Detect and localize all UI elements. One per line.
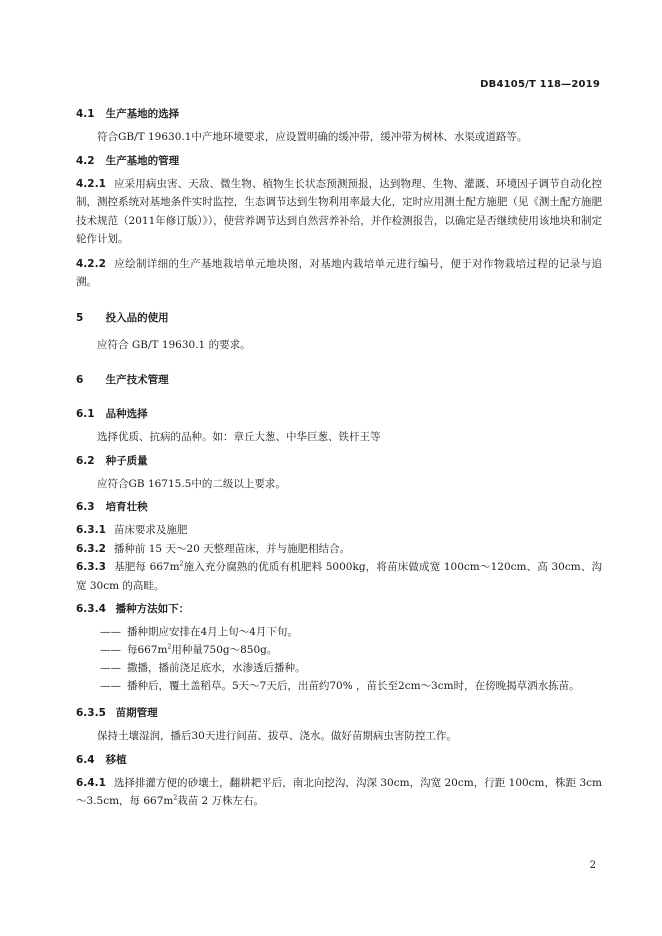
- superscript: 2: [173, 794, 178, 802]
- clause-text: 苗床要求及施肥: [113, 524, 188, 536]
- section-number: 6.3.5: [76, 707, 106, 719]
- document-code: DB4105/T 118—2019: [480, 79, 600, 90]
- section-4-2-1: [76, 175, 602, 249]
- list-item: [76, 659, 602, 677]
- list-item-text: 撒播，播前浇足底水，水渗透后播种。: [127, 662, 306, 674]
- section-6-4-heading: [76, 752, 602, 768]
- section-6-4-1: [76, 774, 602, 811]
- page-number: 2: [589, 860, 596, 871]
- section-4-1-heading: [76, 106, 602, 122]
- dash-mark: ——: [100, 680, 121, 692]
- section-title: 投入品的使用: [105, 311, 169, 324]
- section-number: 4.1: [76, 108, 95, 120]
- section-6-2-heading: [76, 453, 602, 469]
- section-6-3-3: [76, 558, 602, 595]
- section-4-1-text: 符合GB/T 19630.1中产地环境要求，应设置明确的缓冲带，缓冲带为树林、水渠或道路等。: [97, 131, 528, 143]
- clause-text-cont: 栽苗 2 万株左右。: [177, 795, 265, 807]
- superscript: 2: [167, 643, 172, 651]
- section-5-text: 应符合 GB/T 19630.1 的要求。: [97, 338, 251, 351]
- section-title: 品种选择: [105, 408, 148, 420]
- section-6-1-heading: [76, 406, 602, 422]
- section-6-3-heading: [76, 499, 602, 515]
- section-6-3-4-heading: [76, 601, 602, 617]
- section-6-3-5-heading: [76, 705, 602, 721]
- list-item-text: 播种期应安排在4月上旬～4月下旬。: [127, 626, 298, 638]
- section-6-3-5-text: 保持土壤湿润，播后30天进行间苗、拔草、浇水。做好苗期病虫害防控工作。: [97, 730, 457, 742]
- clause-text: 播种前 15 天～20 天整理苗床，并与施肥相结合。: [113, 542, 351, 555]
- section-4-2-2: [76, 255, 602, 292]
- clause-text: 应绘制详细的生产基地栽培单元地块图，对基地内栽培单元进行编号，便于对作物栽培过程的记录与追溯。: [76, 257, 602, 288]
- section-title: 培育壮秧: [105, 501, 148, 513]
- section-number: 6.3: [76, 501, 95, 513]
- section-6-heading: [76, 372, 602, 388]
- document-body: [76, 106, 602, 811]
- section-number: 6: [76, 374, 84, 386]
- section-title: 生产基地的管理: [105, 154, 180, 167]
- clause-number: 4.2.2: [76, 257, 106, 270]
- section-title: 苗期管理: [115, 707, 158, 719]
- section-title: 生产基地的选择: [105, 108, 180, 120]
- clause-number: 6.3.1: [76, 524, 106, 536]
- list-item: [76, 641, 602, 659]
- section-title: 生产技术管理: [105, 374, 169, 386]
- clause-number: 6.4.1: [76, 776, 106, 789]
- section-4-2-heading: [76, 153, 602, 169]
- list-item: [76, 677, 602, 695]
- list-item-text-cont: 用种量750g～850g。: [171, 644, 278, 656]
- superscript: 2: [179, 560, 184, 568]
- section-6-2-text: 应符合GB 16715.5中的二级以上要求。: [97, 477, 286, 490]
- dash-mark: ——: [100, 626, 121, 638]
- clause-number: 4.2.1: [76, 177, 106, 190]
- section-number: 6.1: [76, 408, 95, 420]
- list-item: [76, 623, 602, 641]
- section-number: 4.2: [76, 154, 95, 167]
- clause-text-cont: 施入充分腐熟的优质有机肥料 5000kg，将苗床做成宽 100cm～120cm、高 30cm、沟宽 30cm 的高畦。: [76, 561, 602, 592]
- section-title: 种子质量: [105, 454, 148, 467]
- list-item-text: 播种后，覆土盖稻草。5天～7天后，出苗约70% ，苗长至2cm～3cm时，在傍晚揭草洒水拣苗。: [127, 680, 580, 692]
- clause-number: 6.3.2: [76, 542, 106, 555]
- dash-mark: ——: [100, 644, 121, 656]
- section-title: 播种方法如下：: [115, 603, 190, 615]
- clause-text: 选择排灌方便的砂壤土，翻耕耙平后，南北向挖沟，沟深 30cm，沟宽 20cm，行距 100cm，株距 3cm～3.5cm，每 667m: [76, 776, 602, 807]
- section-number: 6.2: [76, 454, 95, 467]
- section-number: 6.3.4: [76, 603, 106, 615]
- section-5-heading: [76, 310, 602, 326]
- section-number: 5: [76, 311, 84, 324]
- section-6-3-2: [76, 540, 602, 559]
- clause-text: 基肥每 667m: [113, 561, 180, 573]
- clause-number: 6.3.3: [76, 561, 106, 573]
- section-title: 移植: [105, 753, 127, 766]
- list-item-text: 每667m: [127, 644, 168, 656]
- section-6-3-1: [76, 521, 602, 540]
- section-6-1-text: 选择优质、抗病的品种。如：章丘大葱、中华巨葱、铁杆王等: [97, 431, 381, 443]
- dash-mark: ——: [100, 662, 121, 674]
- section-number: 6.4: [76, 753, 95, 766]
- clause-text: 应采用病虫害、天敌、微生物、植物生长状态预测预报，达到物理、生物、灌溉、环境因子调节自动化控制，测控系统对基地条件实时监控，生态调节达到生物利用率最大化，定时应用测土配方施肥（见《测土配方施肥技术规范（2011年修订版）》），使营养调节达到自然营养补给，并作检测报告，以确定是否继续使用该地块和制定轮作计划。: [76, 177, 602, 245]
